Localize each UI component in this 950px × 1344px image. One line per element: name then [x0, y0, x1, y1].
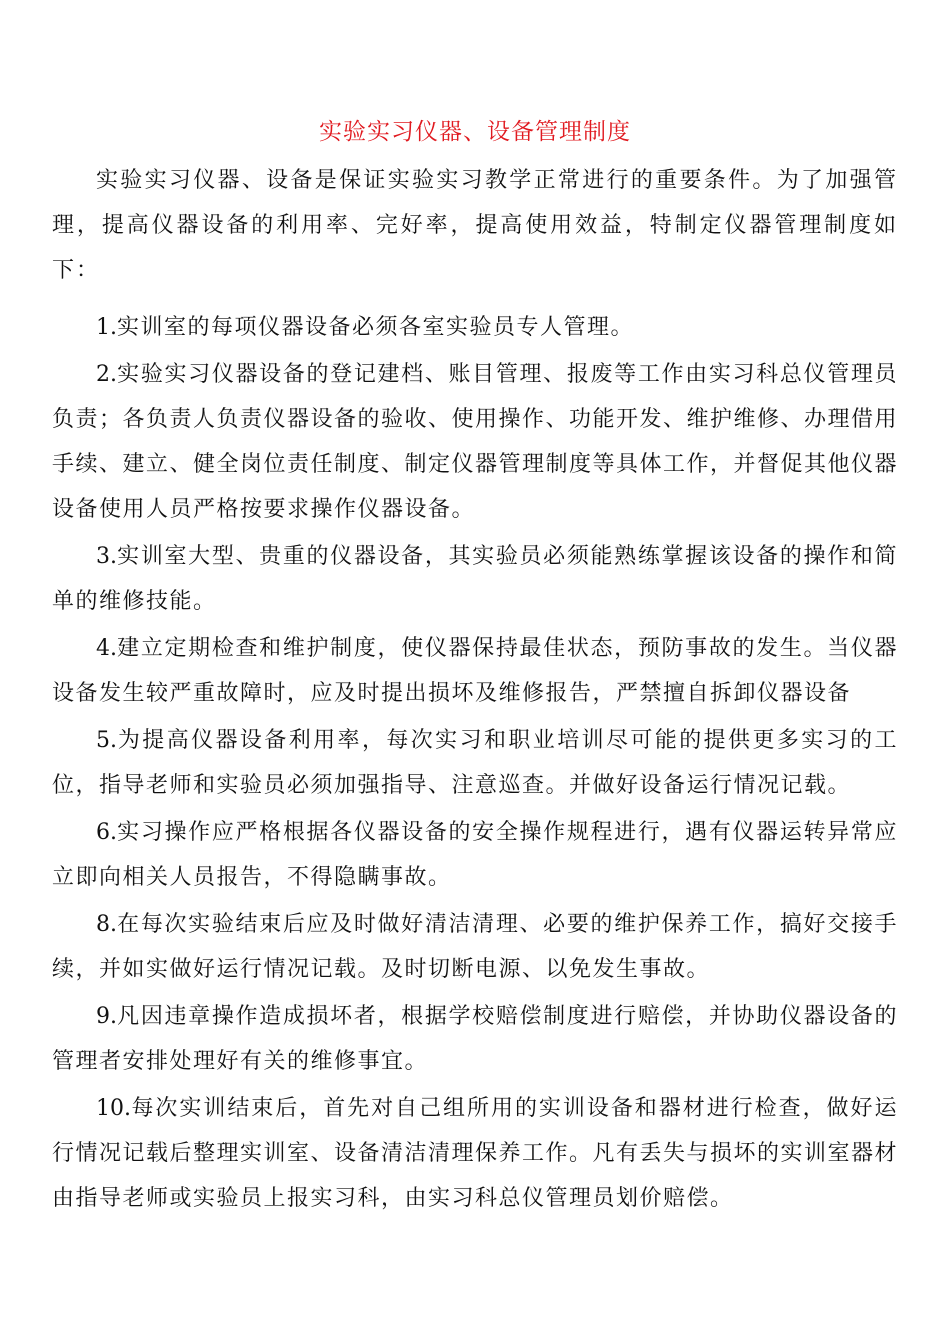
rule-item-3 — [52, 534, 898, 624]
rule-number: 9. — [96, 1004, 117, 1029]
rule-number: 6. — [96, 820, 117, 845]
rule-text: 凡因违章操作造成损坏者，根据学校赔偿制度进行赔偿，并协助仪器设备的管理者安排处理好有关的维修事宜。 — [52, 1004, 898, 1074]
rule-number: 1. — [96, 315, 117, 340]
rule-item-10 — [52, 1086, 898, 1221]
rule-text: 实习操作应严格根据各仪器设备的安全操作规程进行，遇有仪器运转异常应立即向相关人员报告，不得隐瞒事故。 — [52, 820, 898, 890]
rule-number: 3. — [96, 544, 117, 569]
rule-text: 建立定期检查和维护制度，使仪器保持最佳状态，预防事故的发生。当仪器设备发生较严重故障时，应及时提出损坏及维修报告，严禁擅自拆卸仪器设备 — [52, 636, 898, 706]
rule-text: 在每次实验结束后应及时做好清洁清理、必要的维护保养工作，搞好交接手续，并如实做好运行情况记载。及时切断电源、以免发生事故。 — [52, 912, 898, 982]
rule-item-1 — [52, 305, 898, 350]
rule-item-8 — [52, 902, 898, 992]
rule-item-4 — [52, 626, 898, 716]
rule-number: 10. — [96, 1096, 131, 1121]
rule-text: 每次实训结束后，首先对自己组所用的实训设备和器材进行检查，做好运行情况记载后整理实训室、设备清洁清理保养工作。凡有丢失与损坏的实训室器材由指导老师或实验员上报实习科，由实习科总仪管理员划价赔偿。 — [52, 1096, 899, 1211]
rule-item-5 — [52, 718, 898, 808]
rule-item-6 — [52, 810, 898, 900]
rule-number: 2. — [96, 362, 117, 387]
intro-paragraph: 实验实习仪器、设备是保证实验实习教学正常进行的重要条件。为了加强管理，提高仪器设备的利用率、完好率，提高使用效益，特制定仪器管理制度如下： — [52, 168, 898, 283]
rule-item-9 — [52, 994, 898, 1084]
document-title: 实验实习仪器、设备管理制度 — [319, 119, 631, 145]
rule-text: 实训室大型、贵重的仪器设备，其实验员必须能熟练掌握该设备的操作和简单的维修技能。 — [52, 544, 898, 614]
rule-number: 8. — [96, 912, 117, 937]
rule-number: 5. — [96, 728, 117, 753]
rule-number: 4. — [96, 636, 117, 661]
rule-item-2 — [52, 352, 898, 532]
rule-text: 为提高仪器设备利用率，每次实习和职业培训尽可能的提供更多实习的工位，指导老师和实验员必须加强指导、注意巡查。并做好设备运行情况记载。 — [52, 728, 898, 798]
rule-text: 实验实习仪器设备的登记建档、账目管理、报废等工作由实习科总仪管理员负责；各负责人负责仪器设备的验收、使用操作、功能开发、维护维修、办理借用手续、建立、健全岗位责任制度、制定仪器管理制度等具体工作，并督促其他仪器设备使用人员严格按要求操作仪器设备。 — [52, 362, 899, 522]
document-body — [52, 112, 898, 1223]
rule-text: 实训室的每项仪器设备必须各室实验员专人管理。 — [117, 315, 635, 340]
